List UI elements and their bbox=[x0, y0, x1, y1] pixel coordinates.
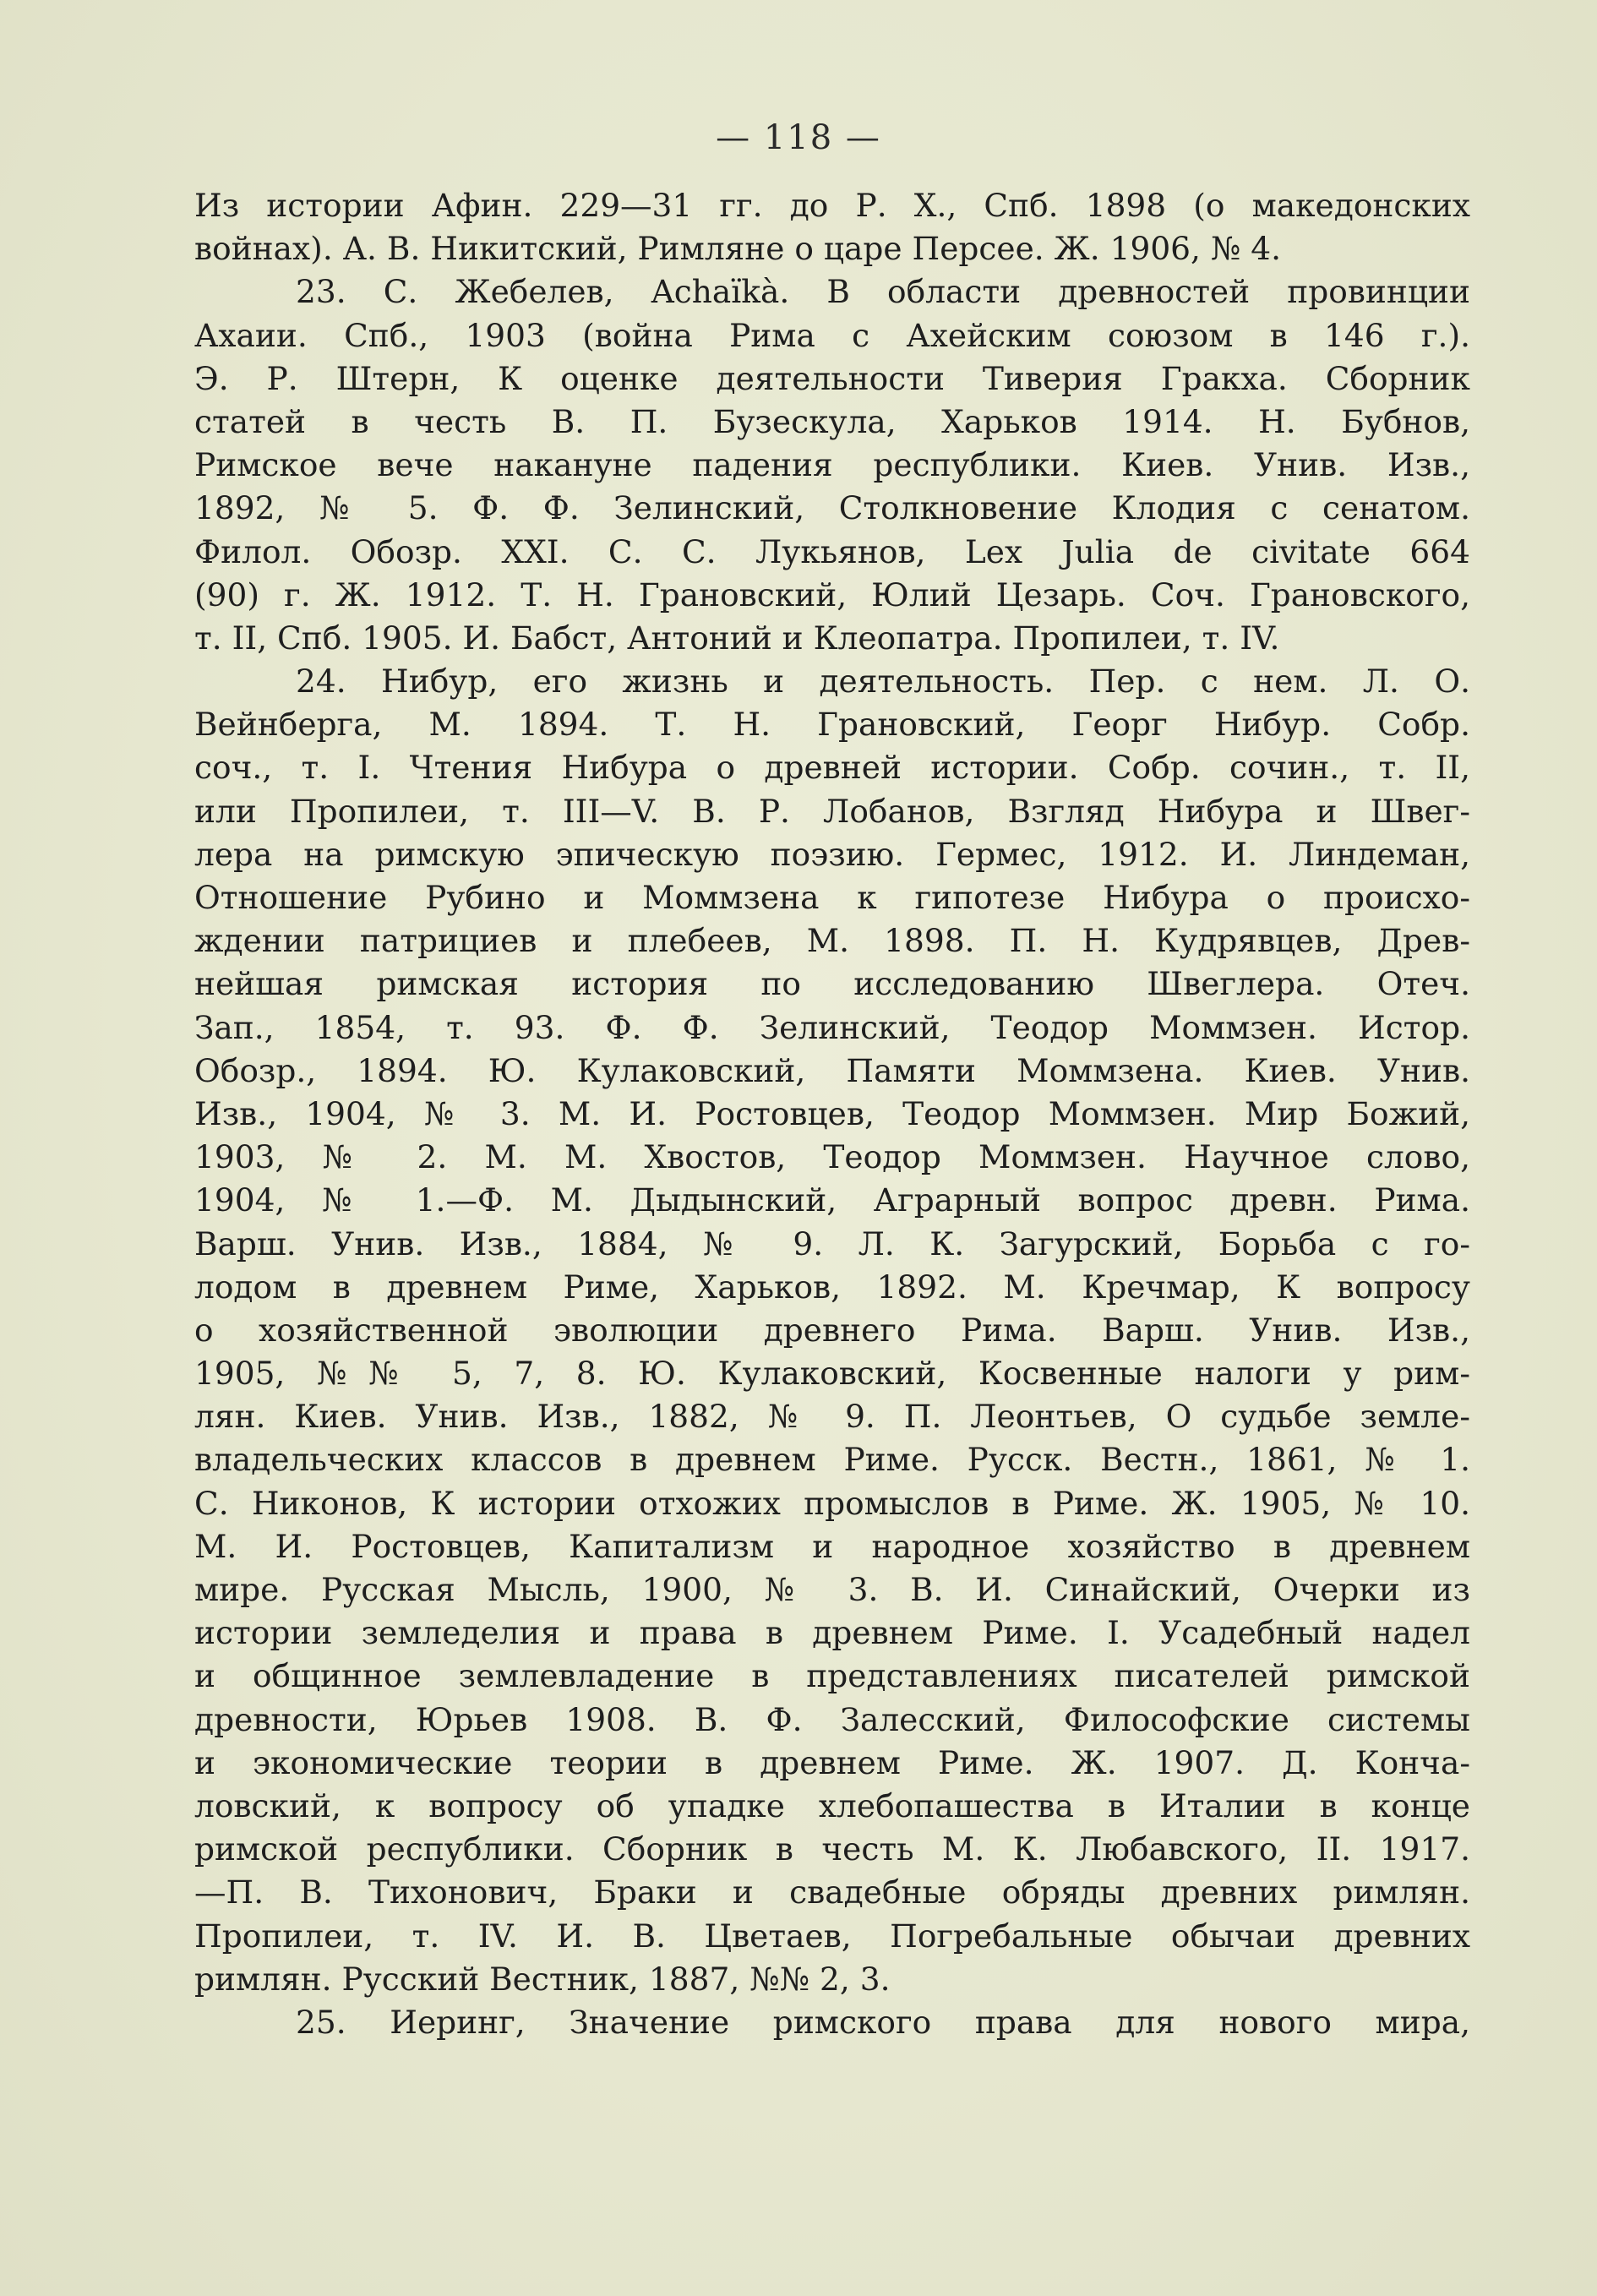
text-line: Из истории Афин. 229—31 гг. до Р. Х., Спб. 1898 (о македонских bbox=[194, 187, 1470, 224]
text-line: 23. С. Жебелев, Achaїkà. В области древностей провинции bbox=[296, 273, 1470, 311]
text-line: нейшая римская история по исследованию Швеглера. Отеч. bbox=[194, 965, 1470, 1003]
text-line: М. И. Ростовцев, Капитализм и народное хозяйство в древнем bbox=[194, 1527, 1470, 1565]
text-line: Зап., 1854, т. 93. Ф. Ф. Зелинский, Теодор Моммзен. Истор. bbox=[194, 1008, 1470, 1046]
text-line: ловский, к вопросу об упадке хлебопашества в Италии в конце bbox=[194, 1786, 1470, 1824]
text-line: римской республики. Сборник в честь М. К. Любавского, II. 1917. bbox=[194, 1830, 1470, 1868]
text-line: Изв., 1904, № 3. М. И. Ростовцев, Теодор Моммзен. Мир Божий, bbox=[194, 1094, 1470, 1132]
text-line: лодом в древнем Риме, Харьков, 1892. М. Кречмар, К вопросу bbox=[194, 1268, 1470, 1306]
text-line: Варш. Унив. Изв., 1884, № 9. Л. К. Загурский, Борьба с го- bbox=[194, 1224, 1470, 1263]
text-line: С. Никонов, К истории отхожих промыслов в Риме. Ж. 1905, № 10. bbox=[194, 1484, 1470, 1522]
text-line: о хозяйственной эволюции древнего Рима. Варш. Унив. Изв., bbox=[194, 1311, 1470, 1349]
text-line: владельческих классов в древнем Риме. Русск. Вестн., 1861, № 1. bbox=[194, 1441, 1470, 1479]
text-line: т. II, Спб. 1905. И. Бабст, Антоний и Клеопатра. Пропилеи, т. IV. bbox=[194, 619, 1280, 657]
text-line: соч., т. I. Чтения Нибура о древней истории. Собр. сочин., т. II, bbox=[194, 749, 1470, 787]
text-line: Пропилеи, т. IV. И. В. Цветаев, Погребальные обычаи древних bbox=[194, 1917, 1470, 1955]
text-line: 1905, №№ 5, 7, 8. Ю. Кулаковский, Косвенные налоги у рим- bbox=[194, 1355, 1470, 1393]
text-line: (90) г. Ж. 1912. Т. Н. Грановский, Юлий Цезарь. Соч. Грановского, bbox=[194, 575, 1470, 614]
body-text bbox=[194, 184, 1470, 2044]
text-line: римлян. Русский Вестник, 1887, №№ 2, 3. bbox=[194, 1960, 891, 1998]
text-line: войнах). А. В. Никитский, Римляне о царе Персее. Ж. 1906, № 4. bbox=[194, 230, 1282, 268]
text-line: Римское вече накануне падения республики. Киев. Унив. Изв., bbox=[194, 446, 1470, 484]
text-line: истории земледелия и права в древнем Риме. I. Усадебный надел bbox=[194, 1614, 1470, 1652]
text-line: 1904, № 1.—Ф. М. Дыдынский, Аграрный вопрос древн. Рима. bbox=[194, 1181, 1470, 1219]
text-line: 1892, № 5. Ф. Ф. Зелинский, Столкновение Клодия с сенатом. bbox=[194, 489, 1470, 527]
text-line: 25. Иеринг, Значение римского права для нового мира, bbox=[296, 2003, 1470, 2041]
text-line: —П. В. Тихонович, Браки и свадебные обряды древних римлян. bbox=[194, 1873, 1470, 1912]
text-line: Э. Р. Штерн, К оценке деятельности Тиверия Гракха. Сборник bbox=[194, 359, 1470, 397]
text-line: ждении патрициев и плебеев, М. 1898. П. Н. Кудрявцев, Древ- bbox=[194, 922, 1470, 960]
text-line: Вейнберга, М. 1894. Т. Н. Грановский, Георг Нибур. Собр. bbox=[194, 706, 1470, 744]
text-line: 24. Нибур, его жизнь и деятельность. Пер. с нем. Л. О. bbox=[296, 663, 1470, 701]
text-line: Обозр., 1894. Ю. Кулаковский, Памяти Моммзена. Киев. Унив. bbox=[194, 1051, 1470, 1089]
text-line: Филол. Обозр. XXI. С. С. Лукьянов, Lex Julia de civitate 664 bbox=[194, 532, 1470, 570]
page-number: — 118 — bbox=[716, 118, 881, 157]
text-line: мире. Русская Мысль, 1900, № 3. В. И. Синайский, Очерки из bbox=[194, 1571, 1470, 1608]
text-line: статей в честь В. П. Бузескула, Харьков 1914. Н. Бубнов, bbox=[194, 402, 1470, 440]
text-line: лера на римскую эпическую поэзию. Гермес, 1912. И. Линдеман, bbox=[194, 835, 1470, 873]
text-line: Ахаии. Спб., 1903 (война Рима с Ахейским союзом в 146 г.). bbox=[194, 316, 1470, 354]
text-line: и общинное землевладение в представлениях писателей римской bbox=[194, 1657, 1470, 1695]
text-line: или Пропилеи, т. III—V. В. Р. Лобанов, Взгляд Нибура и Швег- bbox=[194, 792, 1470, 830]
text-line: и экономические теории в древнем Риме. Ж. 1907. Д. Конча- bbox=[194, 1743, 1470, 1781]
text-line: лян. Киев. Унив. Изв., 1882, № 9. П. Леонтьев, О судьбе земле- bbox=[194, 1398, 1470, 1436]
text-line: 1903, № 2. М. М. Хвостов, Теодор Моммзен. Научное слово, bbox=[194, 1138, 1470, 1176]
text-line: древности, Юрьев 1908. В. Ф. Залесский, Философские системы bbox=[194, 1700, 1470, 1738]
text-line: Отношение Рубино и Моммзена к гипотезе Нибура о происхо- bbox=[194, 879, 1470, 916]
